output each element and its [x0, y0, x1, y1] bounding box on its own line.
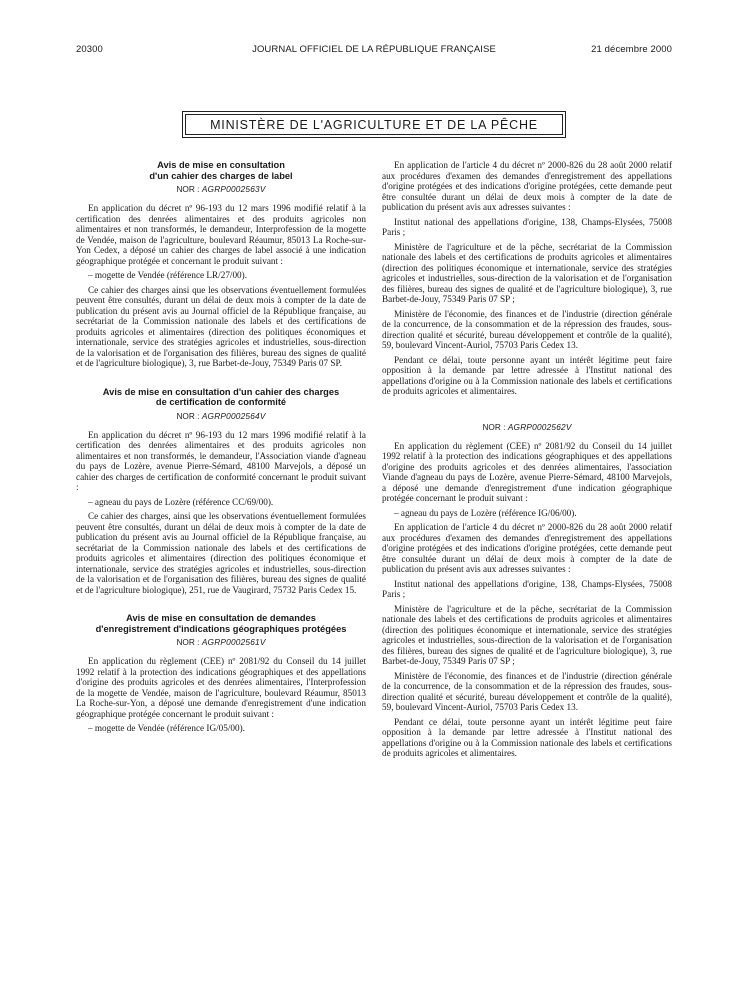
paragraph: En application de l'article 4 du décret nº 2000-826 du 28 août 2000 relatif aux procédures d'examen des demandes d'enregistrement des appellations d'origine protégées et des indications d'origine protégées, cette demande peut être consultée durant un délai de deux mois à compter de la date de publication du présent avis aux adresses suivantes :: [382, 522, 672, 574]
address-paragraph: Institut national des appellations d'origine, 138, Champs-Elysées, 75008 Paris ;: [382, 578, 672, 599]
page-number: 20300: [76, 44, 103, 55]
consultation-block-2: [382, 422, 672, 759]
nor-code: AGRP0002564V: [201, 410, 266, 421]
address-paragraph: Ministère de l'agriculture et de la pêche, secrétariat de la Commission nationale des labels et des certifications de produits agricoles et alimentaires (direction des politiques économique et internationale, service des stratégies agricoles et industrielles, sous-direction de la valorisation et de l'organisation des filières, bureau des signes de qualité et de l'agriculture biologique), 3, rue Barbet-de-Jouy, 75349 Paris 07 SP ;: [382, 241, 672, 304]
nor-reference: [76, 184, 366, 194]
notice-subtitle: de certification de conformité: [155, 397, 287, 407]
journal-title: JOURNAL OFFICIEL DE LA RÉPUBLIQUE FRANÇAISE: [252, 44, 496, 55]
nor-code: AGRP0002561V: [201, 637, 266, 647]
nor-reference: [382, 422, 672, 432]
nor-reference: [76, 411, 366, 421]
paragraph: Ce cahier des charges ainsi que les observations éventuellement formulées peuvent être consultés, durant un délai de deux mois à compter de la date de publication du présent avis au Journal officiel de la République française, au secrétariat de la Commission nationale des labels et des certifications de produits agricoles et alimentaires (direction des politiques économiques et internationale, service des stratégies agricoles et industrielles, sous-direction de la valorisation et de l'organisation des filières, bureau des signes de qualité et de l'agriculture biologique), 3, rue Barbet-de-Jouy, 75349 Paris 07 SP.: [76, 284, 366, 368]
nor-code: AGRP0002562V: [507, 421, 572, 432]
product-item: – mogette de Vendée (référence IG/05/00).: [88, 723, 245, 733]
paragraph: En application du décret nº 96-193 du 12 mars 1996 modifié relatif à la certification des denrées alimentaires et des produits agricoles non alimentaires et non transformés, le demandeur, Interprofession de la mogette de Vendée, maison de l'agriculture, boulevard Réaumur, 85013 La Roche-sur-Yon Cedex, a déposé un cahier des charges de label associé à une indication géographique protégée et concernant le produit suivant :: [76, 203, 366, 266]
paragraph: En application du règlement (CEE) nº 2081/92 du Conseil du 14 juillet 1992 relatif à la protection des indications géographiques et des appellations d'origine des produits agricoles et des denrées alimentaires, l'Interprofession de la mogette de Vendée, maison de l'agriculture, boulevard Réaumur, 85013 La Roche-sur-Yon, a déposé une demande d'enregistrement d'une indication géographique protégée concernant le produit suivant :: [76, 656, 366, 719]
page-header: [76, 44, 672, 58]
paragraph: En application de l'article 4 du décret nº 2000-826 du 28 août 2000 relatif aux procédures d'examen des demandes d'enregistrement des appellations d'origine protégées et des indications d'origine protégées, cette demande peut être consultée durant un délai de deux mois à compter de la date de publication du présent avis aux adresses suivantes :: [382, 160, 672, 212]
address-paragraph: Institut national des appellations d'origine, 138, Champs-Elysées, 75008 Paris ;: [382, 216, 672, 237]
notice-title: Avis de mise en consultation: [157, 160, 285, 170]
paragraph: Pendant ce délai, toute personne ayant un intérêt légitime peut faire opposition à la demande par lettre adressée à l'Institut national des appellations d'origine ou à la Commission nationale des labels et certifications de produits agricoles et alimentaires.: [382, 354, 672, 396]
nor-label: NOR :: [176, 410, 200, 421]
notice-igp: [76, 613, 366, 734]
consultation-block-1: [382, 160, 672, 397]
notice-label: [76, 160, 366, 369]
paragraph: En application du règlement (CEE) nº 2081/92 du Conseil du 14 juillet 1992 relatif à la protection des indications géographiques et des appellations d'origine des produits agricoles et des denrées alimentaires, l'association Viande d'agneau du pays de Lozère, avenue Pierre-Sémard, 48100 Marvejols, a déposé une demande d'enregistrement d'une indication géographique protégée concernant le produit suivant :: [382, 440, 672, 503]
paragraph: Ce cahier des charges, ainsi que les observations éventuellement formulées peuvent être consultés, durant un délai de deux mois à compter de la date de publication du présent avis au Journal officiel de la République française, au secrétariat de la Commission nationale des labels et des certifications de produits agricoles et alimentaires (direction des politiques économique et internationale, service des stratégies agricoles et industrielles, sous-direction de la valorisation et de l'organisation des filières, bureau des signes de qualité et de l'agriculture biologique), 251, rue de Vaugirard, 75732 Paris Cedex 15.: [76, 511, 366, 595]
publication-date: 21 décembre 2000: [591, 44, 672, 55]
notice-title: Avis de mise en consultation de demandes: [126, 613, 316, 623]
address-paragraph: Ministère de l'agriculture et de la pêche, secrétariat de la Commission nationale des labels et des certifications de produits agricoles et alimentaires (direction des politiques économique et internationale, service des stratégies agricoles et industrielles, sous-direction de la valorisation et de l'organisation des filières, bureau des signes de qualité et de l'agriculture biologique), 3, rue Barbet-de-Jouy, 75349 Paris 07 SP ;: [382, 603, 672, 666]
ministry-title: MINISTÈRE DE L'AGRICULTURE ET DE LA PÊCHE: [185, 114, 563, 135]
notice-subtitle: d'enregistrement d'indications géographiques protégées: [95, 623, 347, 634]
product-item: – agneau du pays de Lozère (référence CC/69/00).: [88, 496, 274, 507]
notice-certification: [76, 387, 366, 596]
nor-label: NOR :: [176, 637, 200, 647]
left-column: [76, 160, 366, 738]
paragraph: En application du décret nº 96-193 du 12 mars 1996 modifié relatif à la certification des denrées alimentaires et des produits agricoles non alimentaires et non transformés, le demandeur, l'Association viande d'agneau du pays de Lozère, avenue Pierre-Sémard, 48100 Marvejols, a déposé un cahier des charges de certification de conformité concernant le produit suivant :: [76, 429, 366, 492]
address-paragraph: Ministère de l'économie, des finances et de l'industrie (direction générale de la concurrence, de la consommation et de la répression des fraudes, sous-direction qualité et sécurité, bureau développement et contrôle de la qualité), 59, boulevard Vincent-Auriol, 75703 Paris Cedex 13.: [382, 670, 672, 712]
notice-subtitle: d'un cahier des charges de label: [149, 170, 293, 181]
address-paragraph: Ministère de l'économie, des finances et de l'industrie (direction générale de la concurrence, de la consommation et de la répression des fraudes, sous-direction qualité et sécurité, bureau développement et contrôle de la qualité), 59, boulevard Vincent-Auriol, 75703 Paris Cedex 13.: [382, 308, 672, 350]
ministry-box: [182, 111, 566, 138]
product-item: – agneau du pays de Lozère (référence IG/06/00).: [394, 507, 577, 518]
product-item: – mogette de Vendée (référence LR/27/00).: [88, 270, 248, 280]
nor-label: NOR :: [176, 184, 200, 194]
nor-reference: [76, 637, 366, 647]
nor-label: NOR :: [482, 421, 506, 432]
notice-title: Avis de mise en consultation d'un cahier des charges: [102, 386, 340, 397]
right-column: [382, 160, 672, 763]
paragraph: Pendant ce délai, toute personne ayant un intérêt légitime peut faire opposition à la demande par lettre adressée à l'Institut national des appellations d'origine ou à la Commission nationale des labels et certifications de produits agricoles et alimentaires.: [382, 716, 672, 758]
nor-code: AGRP0002563V: [201, 184, 266, 194]
